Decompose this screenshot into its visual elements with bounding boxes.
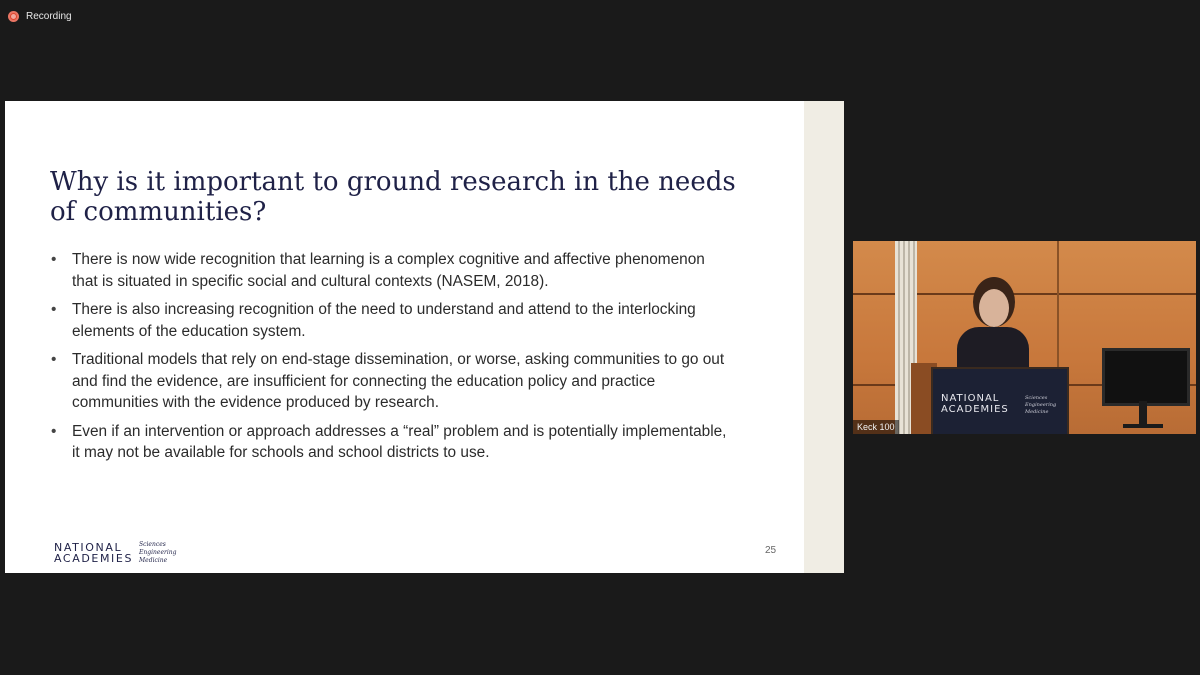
recording-indicator[interactable] bbox=[8, 8, 72, 24]
podium-logo-sub-2: Engineering bbox=[1025, 402, 1057, 408]
slide-bullet-list bbox=[50, 249, 730, 471]
logo-wordmark bbox=[54, 542, 133, 564]
slide-bullet: • There is also increasing recognition of the need to understand and attend to the interlocking elements of the education system. bbox=[50, 299, 730, 342]
logo-sub-1: Sciences bbox=[139, 541, 166, 548]
podium-logo-wordmark bbox=[941, 393, 1009, 415]
speaker-head bbox=[979, 289, 1009, 327]
podium-logo-subtitles bbox=[1025, 395, 1056, 416]
logo-line-2: ACADEMIES bbox=[54, 552, 134, 565]
logo-subtitles bbox=[139, 541, 176, 565]
logo-line-1: NATIONAL bbox=[54, 541, 123, 554]
participant-name-label: Keck 100 bbox=[853, 420, 899, 434]
slide-bullet: • Even if an intervention or approach addresses a “real” problem and is potentially implementable, it may not be available for schools and school districts to use. bbox=[50, 421, 730, 464]
shared-slide bbox=[5, 101, 844, 573]
podium-logo-sub-1: Sciences bbox=[1025, 395, 1048, 401]
podium-logo-line-1: NATIONAL bbox=[941, 393, 1000, 404]
podium bbox=[931, 367, 1069, 434]
recording-label: Recording bbox=[26, 10, 72, 22]
monitor-screen bbox=[1102, 348, 1190, 406]
national-academies-logo bbox=[54, 541, 177, 565]
logo-sub-2: Engineering bbox=[139, 549, 177, 556]
slide-bullet: • There is now wide recognition that learning is a complex cognitive and affective phenomenon that is situated in specific social and cultural contexts (NASEM, 2018). bbox=[50, 249, 730, 292]
monitor-stand bbox=[1139, 401, 1147, 425]
slide-page-number: 25 bbox=[765, 545, 777, 556]
record-icon bbox=[8, 11, 19, 22]
slide-sidebar-band bbox=[804, 101, 844, 573]
podium-logo-sub-3: Medicine bbox=[1025, 409, 1049, 415]
monitor-base bbox=[1123, 424, 1163, 428]
podium-logo-line-2: ACADEMIES bbox=[941, 404, 1009, 415]
logo-sub-3: Medicine bbox=[139, 557, 168, 564]
slide-title: Why is it important to ground research in the needs of communities? bbox=[50, 167, 736, 227]
slide-bullet: • Traditional models that rely on end-stage dissemination, or worse, asking communities to go out and find the evidence, are insufficient for connecting the education policy and practice communities with the evidence produced by research. bbox=[50, 349, 730, 414]
speaker-video-tile[interactable] bbox=[853, 241, 1196, 434]
